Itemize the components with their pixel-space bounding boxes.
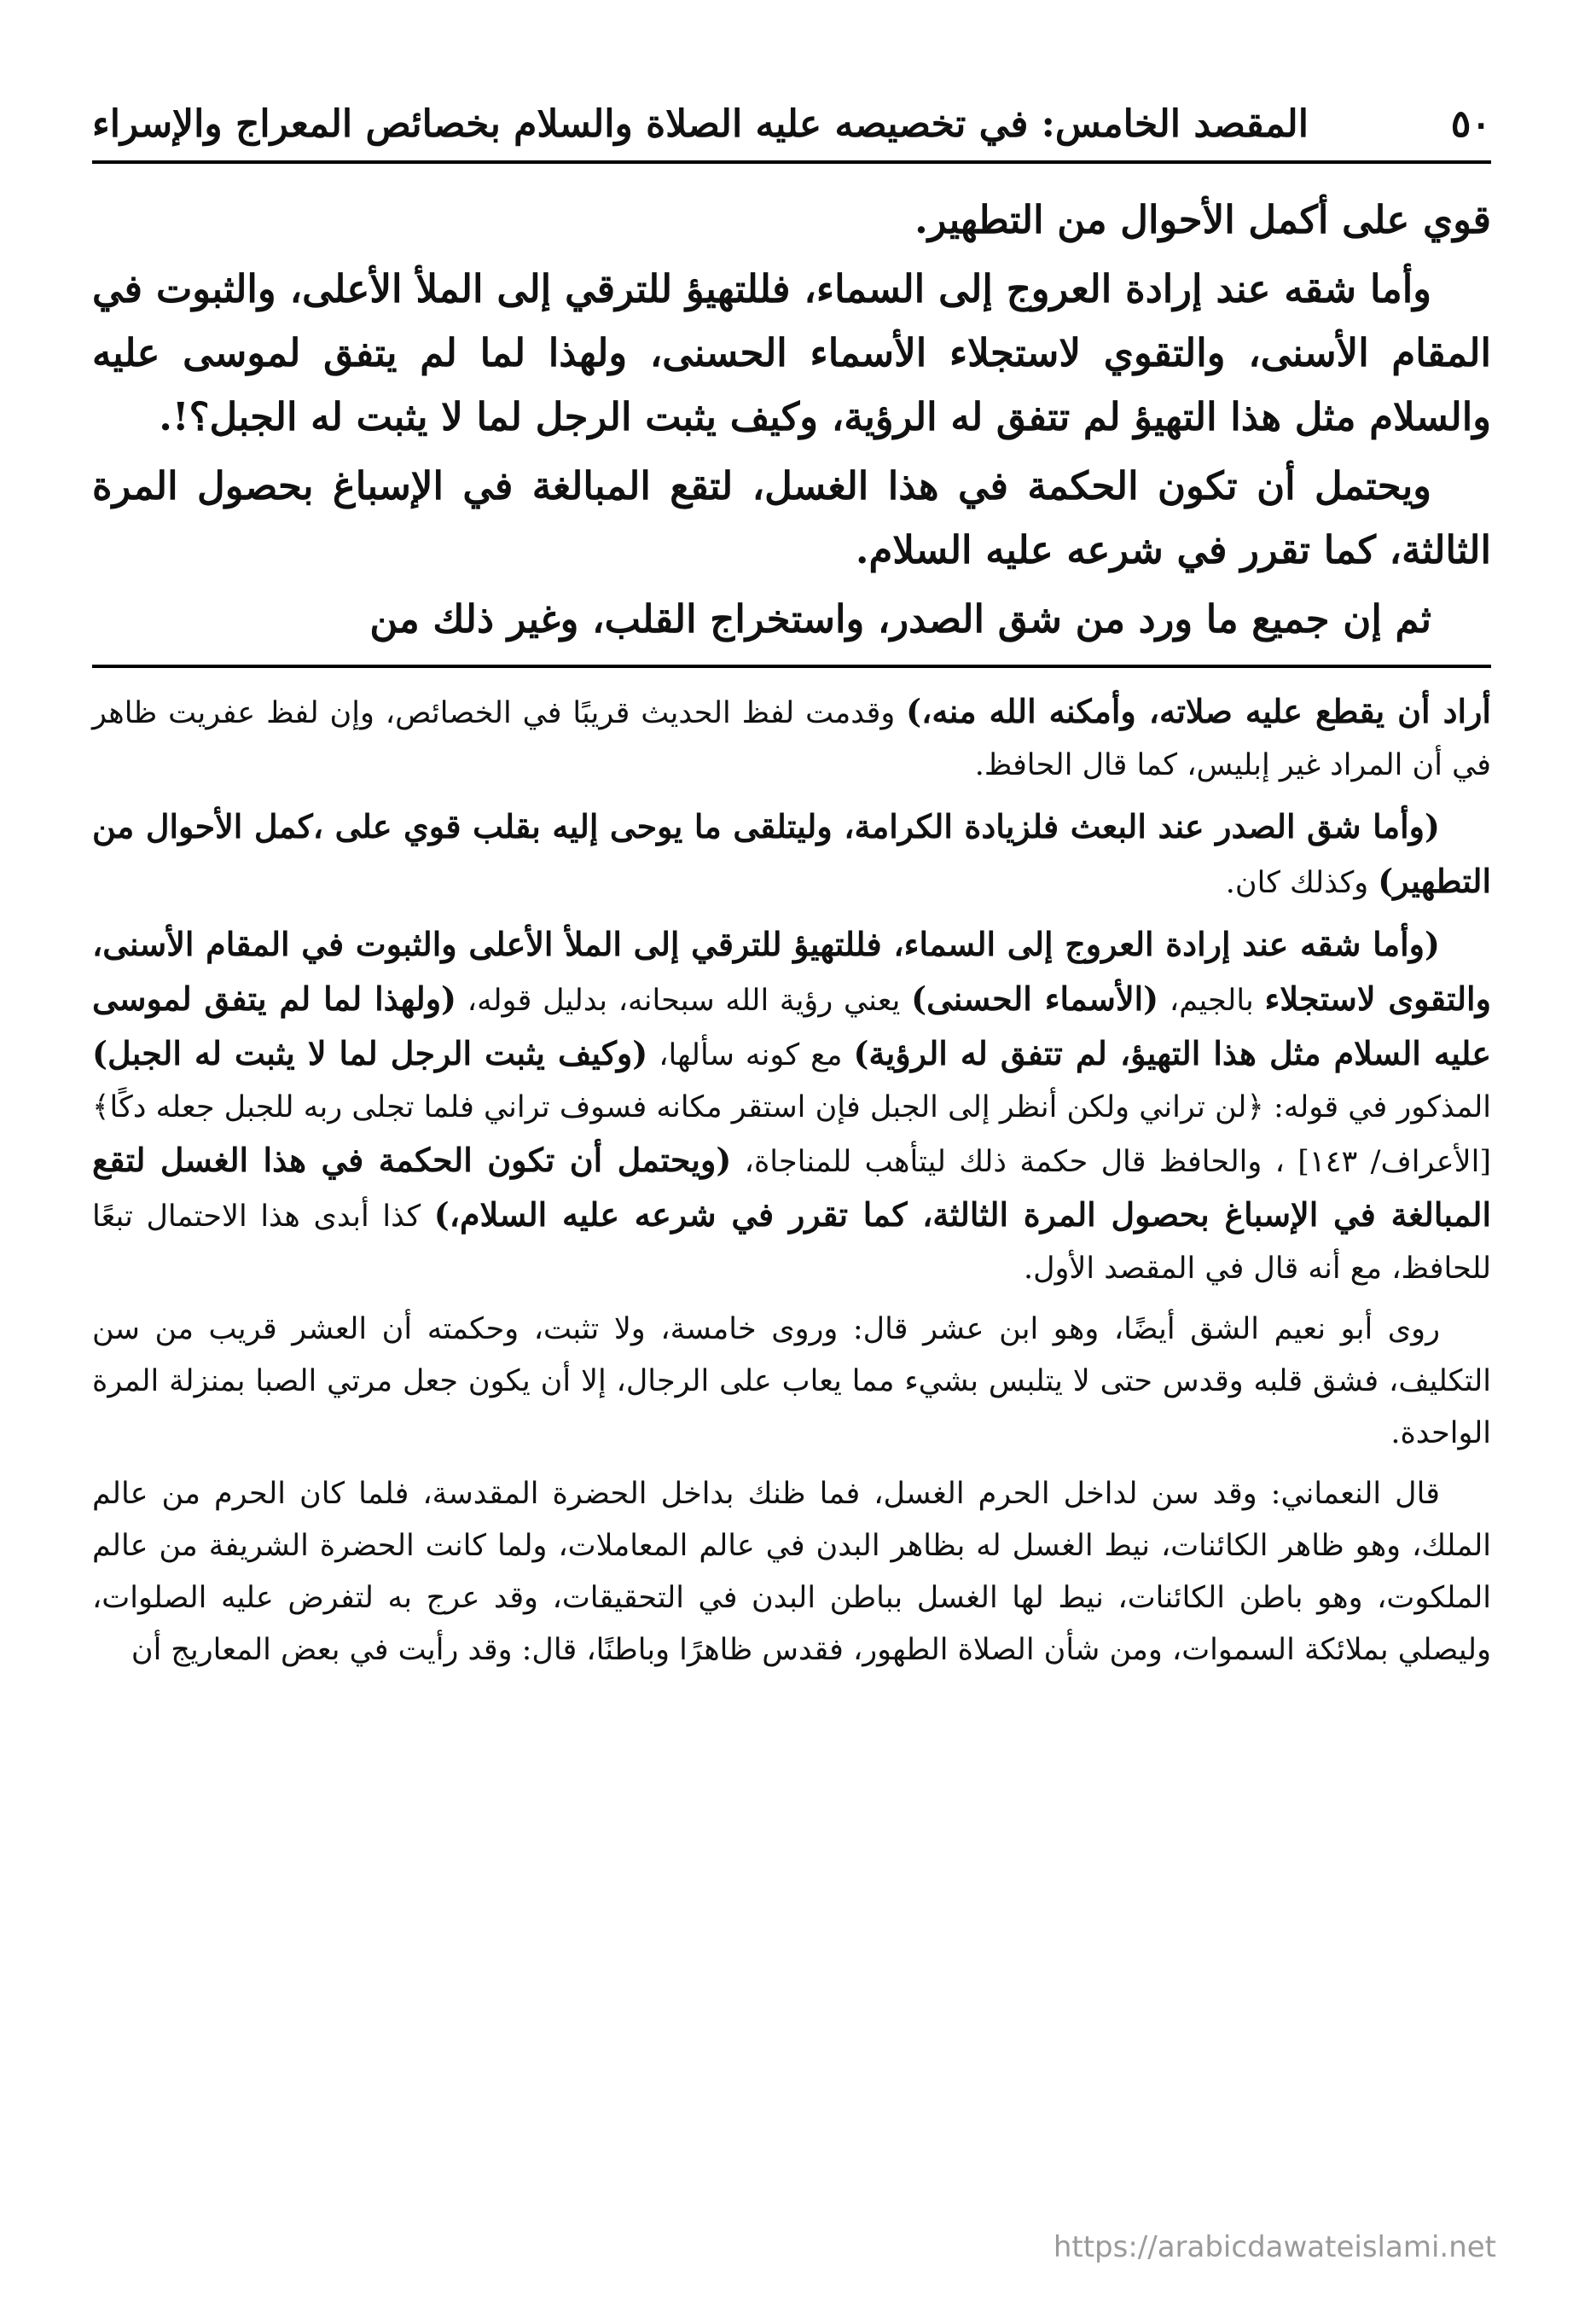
main-paragraph: ثم إن جميع ما ورد من شق الصدر، واستخراج القلب، وغير ذلك من xyxy=(369,596,1431,642)
quoted-text: أراد أن يقطع عليه صلاته، وأمكنه الله منه،) xyxy=(906,692,1491,730)
quoted-text: (الأسماء الحسنى) xyxy=(911,979,1159,1018)
commentary-paragraph: قال النعماني: وقد سن لداخل الحرم الغسل، فما ظنك بداخل الحضرة المقدسة، فلما كان الحرم من عالم الملك، وهو ظاهر الكائنات، نيط الغسل له بظاهر البدن في عالم المعاملات، ولما كانت الحضرة الشريفة من عالم الملكوت، وهو باطن الكائنات، نيط لها الغسل بباطن البدن في التحقيقات، وقد عرج به لتفرض عليه الصلوات، وليصلي بملائكة السموات، ومن شأن الصلاة الطهور، فقدس ظاهرًا وباطنًا، قال: وقد رأيت في بعض المعاريج أن xyxy=(92,1477,1491,1667)
quoted-text: (ويحتمل أن تكون الحكمة في هذا الغسل لتقع المبالغة في الإسباغ بحصول المرة الثالثة، كما تقرر في شرعه عليه السلام،) xyxy=(92,1141,1492,1234)
commentary-text: مع كونه سألها، xyxy=(647,1038,854,1072)
commentary-paragraph: روى أبو نعيم الشق أيضًا، وهو ابن عشر قال: وروى خامسة، ولا تثبت، وحكمته أن العشر قريب من سن التكليف، فشق قلبه وقدس حتى لا يتلبس بشيء مما يعاب على الرجال، إلا أن يكون جعل مرتي الصبا بمنزلة المرة الواحدة. xyxy=(92,1312,1491,1450)
book-page xyxy=(92,94,1491,2278)
quoted-text: (وكيف يثبت الرجل لما لا يثبت له الجبل) xyxy=(92,1034,648,1072)
running-title: المقصد الخامس: في تخصيصه عليه الصلاة والسلام بخصائص المعراج والإسراء xyxy=(92,102,1309,146)
header-rule xyxy=(92,160,1491,164)
main-text xyxy=(92,188,1491,651)
watermark-url: https://arabicdawateislami.net xyxy=(1053,2230,1496,2264)
commentary-paragraph xyxy=(92,685,1491,792)
main-paragraph: ويحتمل أن تكون الحكمة في هذا الغسل، لتقع المبالغة في الإسباغ بحصول المرة الثالثة، كما تقرر في شرعه عليه السلام. xyxy=(92,463,1491,572)
page-number: ٥٠ xyxy=(1450,102,1491,146)
quoted-text: (ولهذا لما لم يتفق لموسى عليه السلام مثل هذا التهيؤ، لم تتفق له الرؤية) xyxy=(92,979,1491,1072)
commentary-text: يعني رؤية الله سبحانه، بدليل قوله، xyxy=(456,984,912,1018)
commentary xyxy=(92,685,1491,1676)
commentary-text: المذكور في قوله: ﴿لن تراني ولكن أنظر إلى الجبل فإن استقر مكانه فسوف تراني فلما تجلى ربه للجبل جعله دكًا﴾ [الأعراف/ ١٤٣] ، والحافظ قال حكمة ذلك ليتأهب للمناجاة، xyxy=(92,1090,1491,1179)
page-header xyxy=(92,94,1491,154)
commentary-paragraph xyxy=(92,918,1491,1295)
commentary-text: كذا أبدى هذا الاحتمال تبعًا للحافظ، مع أنه قال في المقصد الأول. xyxy=(92,1200,1491,1286)
commentary-text: بالجيم، xyxy=(1158,984,1265,1018)
quoted-text: (وأما شقه عند إرادة العروج إلى السماء، فللتهيؤ للترقي إلى الملأ الأعلى والثبوت في المقام الأسنى، والتقوى لاستجلاء xyxy=(92,925,1491,1018)
main-paragraph: وأما شقه عند إرادة العروج إلى السماء، فللتهيؤ للترقي إلى الملأ الأعلى، والثبوت في المقام الأسنى، والتقوي لاستجلاء الأسماء الحسنى، ولهذا لما لم يتفق لموسى عليه والسلام مثل هذا التهيؤ لم تتفق له الرؤية، وكيف يثبت الرجل لما لا يثبت له الجبل؟!. xyxy=(92,266,1491,439)
commentary-paragraph xyxy=(92,800,1491,909)
quoted-text: (وأما شق الصدر عند البعث فلزيادة الكرامة، وليتلقى ما يوحى إليه بقلب قوي على ،كمل الأحوال من التطهير) xyxy=(92,807,1491,900)
commentary-text: وقدمت لفظ الحديث قريبًا في الخصائص، وإن لفظ عفريت ظاهر في أن المراد غير إبليس، كما قال الحافظ. xyxy=(92,696,1491,782)
main-paragraph: قوي على أكمل الأحوال من التطهير. xyxy=(914,197,1491,242)
footnote-separator xyxy=(92,665,1491,668)
commentary-text: وكذلك كان. xyxy=(1225,866,1379,900)
